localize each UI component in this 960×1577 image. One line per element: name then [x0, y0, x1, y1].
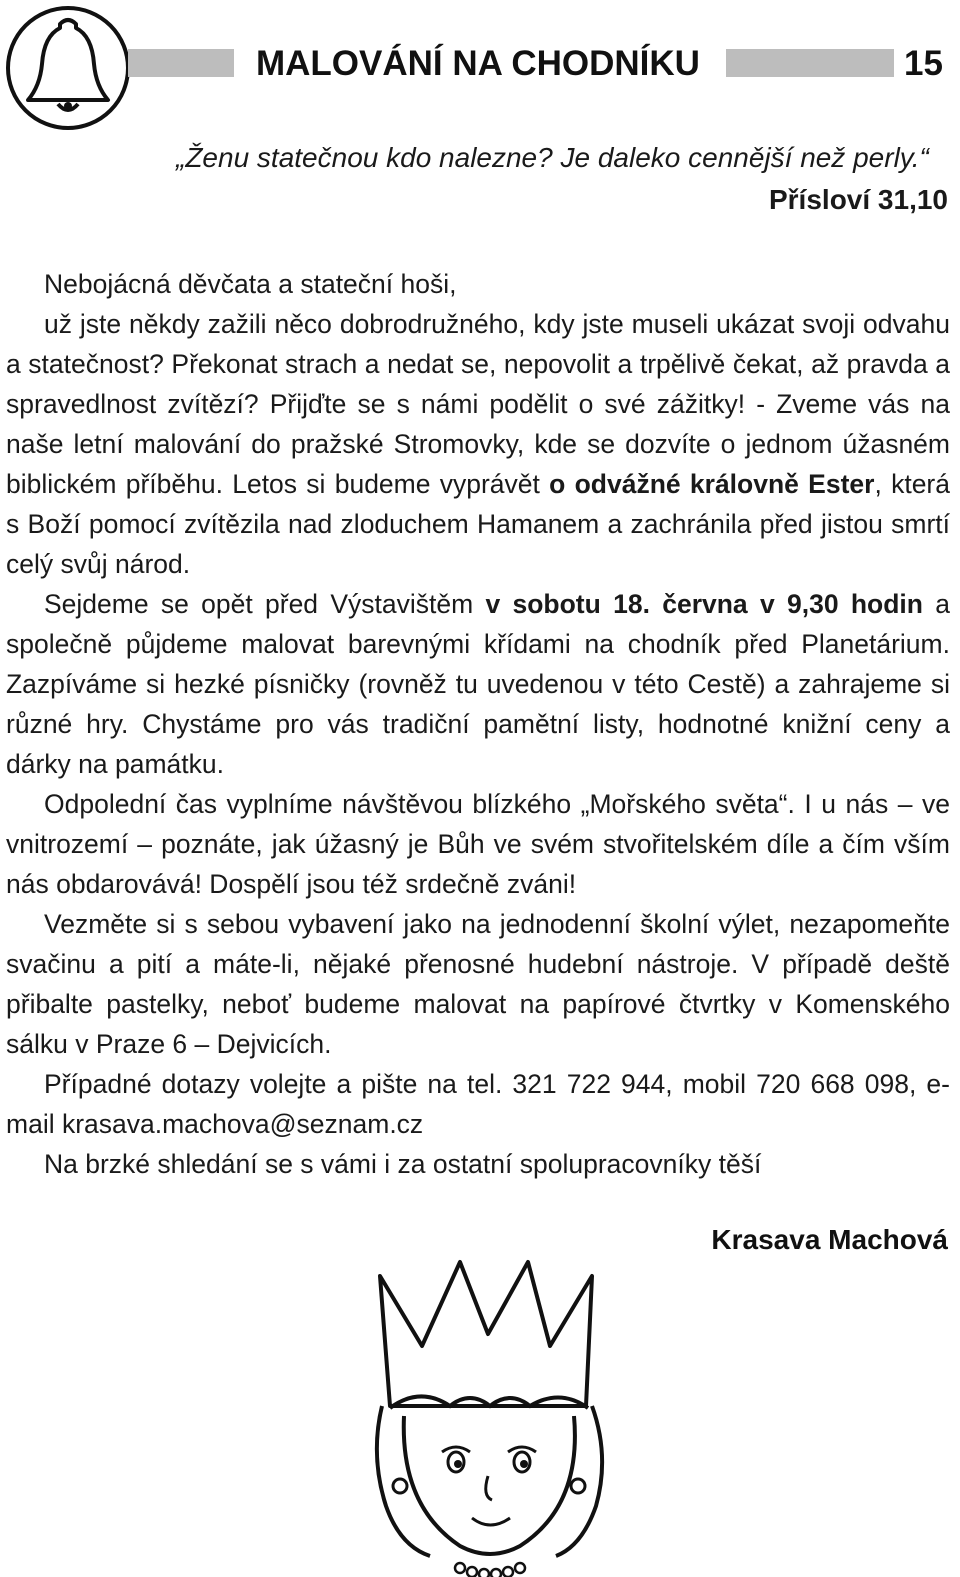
paragraph-meeting — [6, 584, 950, 784]
paragraph-equipment: Vezměte si s sebou vybavení jako na jednodenní školní výlet, nezapomeňte svačinu a pití a máte-li, nějaké přenosné hudební nástroje. V případě deště přibalte pastelky, neboť budeme malovat na papírové čtvrtky v Komenského sálku v Praze 6 – Dejvicích. — [6, 909, 950, 1059]
meeting-date: v sobotu 18. června v 9,30 hodin — [485, 589, 923, 619]
motto-quote: „Ženu statečnou kdo nalezne? Je daleko cennější než perly.“ — [176, 142, 929, 173]
intro-end-text: , která s Boží pomocí zvítězila nad zloduchem Hamanem a zachránila před jistou smrtí celý svůj národ. — [6, 469, 950, 579]
page-header — [0, 0, 960, 140]
page-number: 15 — [904, 44, 943, 83]
intro-text: už jste někdy zažili něco dobrodružného, kdy jste museli ukázat svoji odvahu a statečnost? Překonat strach a nedat se, nepovolit a trpělivě čekat, až pravda a spravedlnost zvítězí? Přijďte se s námi podělit o své zážitky! - Zveme vás na naše letní malování do pražské Stromovky, kde se dozvíte o jednom úžasném biblickém příběhu. Letos si budeme vyprávět — [6, 309, 950, 499]
motto-reference: Přísloví 31,10 — [768, 184, 948, 215]
queen-illustration — [360, 1256, 630, 1577]
paragraph-intro — [6, 304, 950, 584]
page-title: MALOVÁNÍ NA CHODNÍKU — [256, 44, 700, 83]
bell-icon — [4, 4, 132, 132]
intro-bold-text: o odvážné královně Ester — [549, 469, 875, 499]
signature: Krasava Machová — [711, 1224, 948, 1255]
paragraph-afternoon: Odpolední čas vyplníme návštěvou blízkého „Mořského světa“. I u nás – ve vnitrozemí – poznáte, jak úžasný je Bůh ve svém stvořitelském díle a čím vším nás obdarovává! Dospělí jsou též srdečně zváni! — [6, 789, 950, 899]
article-body — [6, 264, 950, 1184]
paragraph-greeting: Nebojácná děvčata a stateční hoši, — [44, 269, 457, 299]
header-bar-right — [726, 49, 894, 77]
meeting-end-text: a společně půjdeme malovat barevnými křídami na chodník před Planetárium. Zazpíváme si hezké písničky (rovněž tu uvedenou v této Cestě) a zahrajeme si různé hry. Chystáme pro vás tradiční pamětní listy, hodnotné knižní ceny a dárky na památku. — [6, 589, 950, 779]
paragraph-closing: Na brzké shledání se s vámi i za ostatní spolupracovníky těší — [44, 1149, 762, 1179]
paragraph-contact: Případné dotazy volejte a pište na tel. 321 722 944, mobil 720 668 098, e-mail krasava.machova@seznam.cz — [6, 1069, 950, 1139]
header-bar-left — [128, 49, 234, 77]
meeting-text: Sejdeme se opět před Výstavištěm — [44, 589, 486, 619]
